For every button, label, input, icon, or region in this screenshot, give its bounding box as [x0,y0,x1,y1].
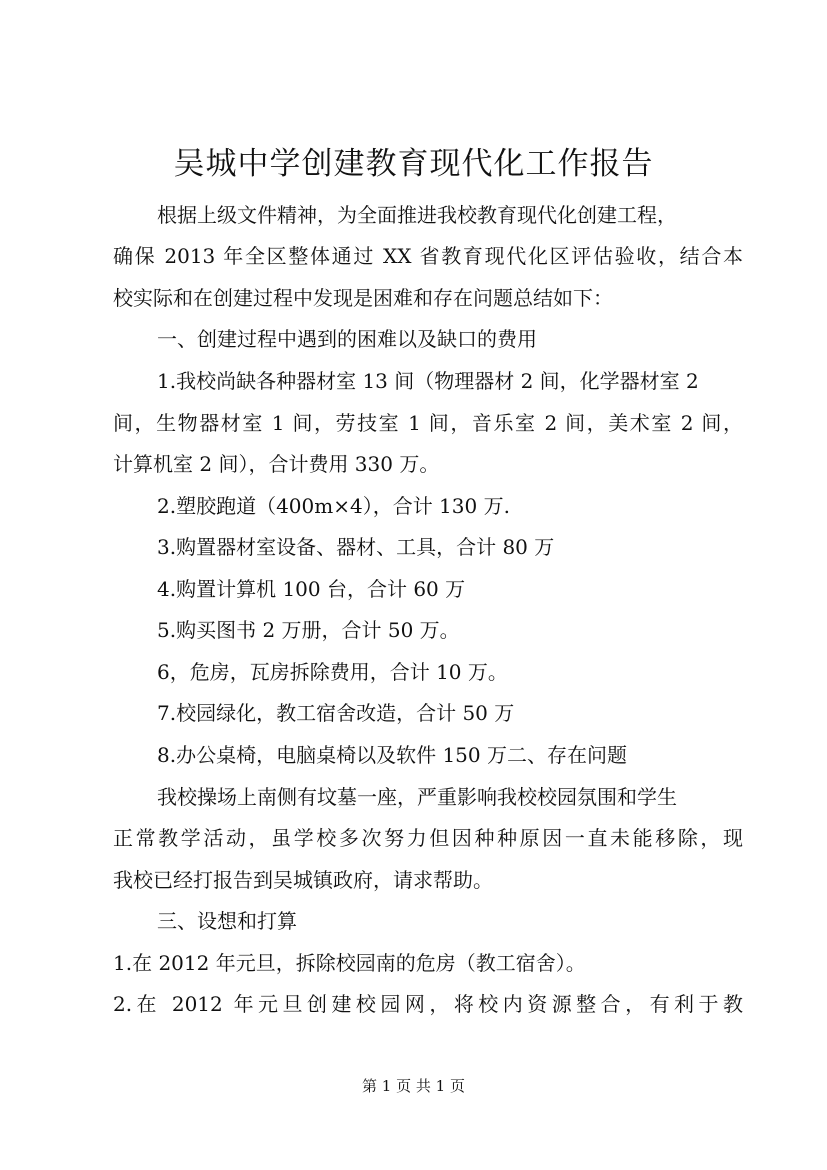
list-item: 1.我校尚缺各种器材室 13 间（物理器材 2 间，化学器材室 2 [157,369,699,393]
paragraph-line: 正常教学活动，虽学校多次努力但因种种原因一直未能移除，现 [113,826,743,850]
paragraph-line: 计算机室 2 间），合计费用 330 万。 [113,452,440,476]
list-item: 2.塑胶跑道（400m×4），合计 130 万. [157,494,510,518]
document-title: 吴城中学创建教育现代化工作报告 [173,146,654,182]
list-item: 3.购置器材室设备、器材、工具，合计 80 万 [157,535,555,559]
paragraph-line: 我校操场上南侧有坟墓一座，严重影响我校校园氛围和学生 [157,785,677,809]
paragraph-line: 确保 2013 年全区整体通过 XX 省教育现代化区评估验收，结合本 [113,244,743,268]
paragraph-line: 根据上级文件精神，为全面推进我校教育现代化创建工程， [157,203,677,227]
paragraph-line: 校实际和在创建过程中发现是困难和存在问题总结如下： [113,286,613,310]
list-item: 5.购买图书 2 万册，合计 50 万。 [157,618,460,642]
page-footer: 第 1 页 共 1 页 [362,1077,465,1095]
list-item: 7.校园绿化，教工宿舍改造，合计 50 万 [157,701,515,725]
paragraph-line: 间，生物器材室 1 间，劳技室 1 间，音乐室 2 间，美术室 2 间， [113,411,743,435]
list-item: 8.办公桌椅，电脑桌椅以及软件 150 万二、存在问题 [157,743,627,767]
section-heading: 三、设想和打算 [157,909,297,933]
list-item: 6，危房，瓦房拆除费用，合计 10 万。 [157,660,508,684]
section-heading: 一、创建过程中遇到的困难以及缺口的费用 [157,327,537,351]
list-item: 4.购置计算机 100 台，合计 60 万 [157,577,466,601]
paragraph-line: 我校已经打报告到吴城镇政府，请求帮助。 [113,868,493,892]
list-item: 1.在 2012 年元旦，拆除校园南的危房（教工宿舍）。 [113,951,586,975]
list-item: 2.在 2012 年元旦创建校园网，将校内资源整合，有利于教 [113,992,743,1016]
